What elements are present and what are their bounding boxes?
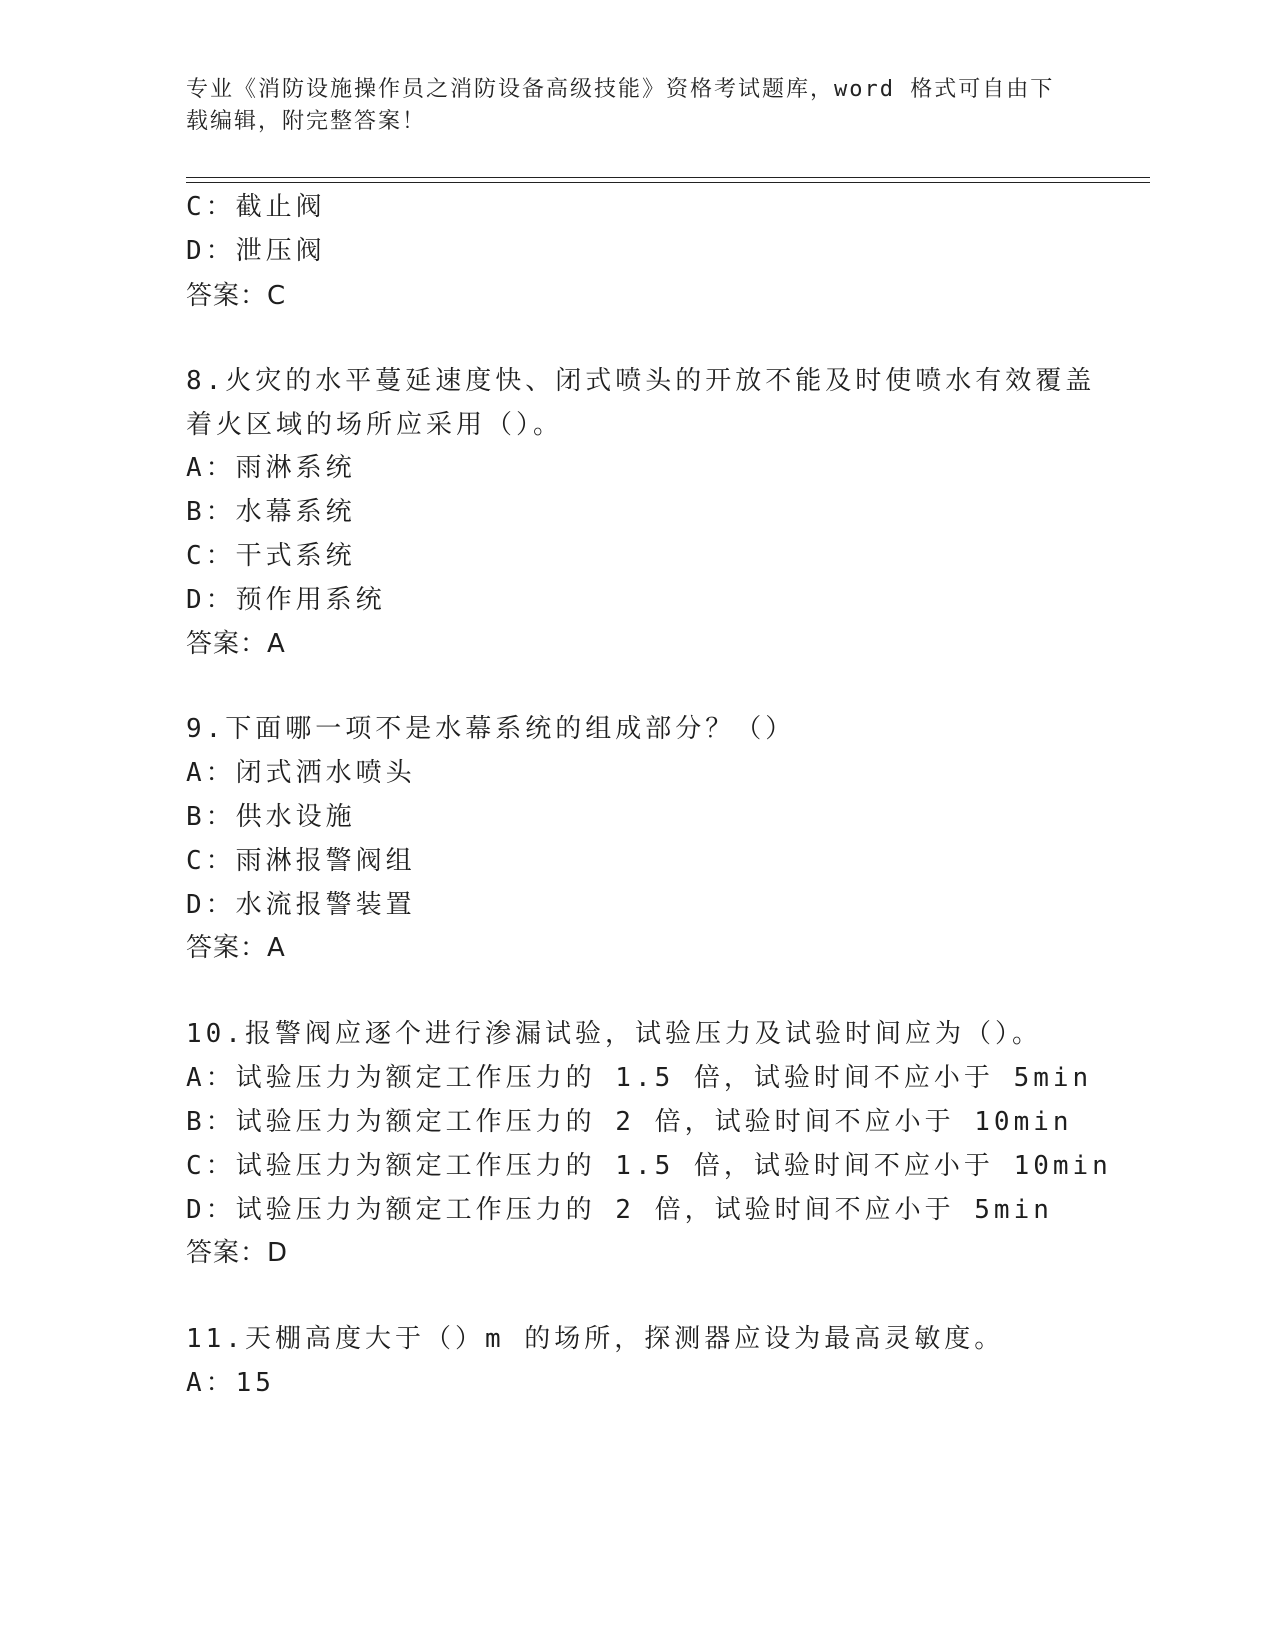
question-8-option-a: A：雨淋系统 xyxy=(186,453,356,483)
question-10-stem: 10.报警阀应逐个进行渗漏试验，试验压力及试验时间应为（）。 xyxy=(186,1019,1042,1049)
header-line-2: 载编辑，附完整答案！ xyxy=(186,109,427,134)
header-divider-bottom xyxy=(186,182,1150,183)
question-8-option-d: D：预作用系统 xyxy=(186,585,386,615)
question-11-option-a: A：15 xyxy=(186,1368,275,1398)
question-9-option-c: C：雨淋报警阀组 xyxy=(186,846,416,876)
option-c-prev: C：截止阀 xyxy=(186,192,326,222)
question-9-stem: 9.下面哪一项不是水幕系统的组成部分？（） xyxy=(186,714,796,744)
answer-prev: 答案：C xyxy=(186,281,287,311)
question-9-option-b: B：供水设施 xyxy=(186,802,356,832)
question-10-option-d: D：试验压力为额定工作压力的 2 倍，试验时间不应小于 5min xyxy=(186,1195,1053,1225)
question-8-stem-line-2: 着火区域的场所应采用（）。 xyxy=(186,410,564,440)
question-8-option-c: C：干式系统 xyxy=(186,541,356,571)
question-9-answer: 答案：A xyxy=(186,933,286,963)
question-8-option-b: B：水幕系统 xyxy=(186,497,356,527)
question-11-stem: 11.天棚高度大于（）m 的场所，探测器应设为最高灵敏度。 xyxy=(186,1324,1005,1354)
header-line-1: 专业《消防设施操作员之消防设备高级技能》资格考试题库，word 格式可自由下 xyxy=(186,77,1055,102)
question-8-answer: 答案：A xyxy=(186,629,286,659)
question-8-stem-line-1: 8.火灾的水平蔓延速度快、闭式喷头的开放不能及时使喷水有效覆盖 xyxy=(186,366,1096,396)
question-9-option-a: A：闭式洒水喷头 xyxy=(186,758,416,788)
header-divider-top xyxy=(186,177,1150,178)
question-10-option-b: B：试验压力为额定工作压力的 2 倍，试验时间不应小于 10min xyxy=(186,1107,1073,1137)
question-9-option-d: D：水流报警装置 xyxy=(186,890,416,920)
question-10-option-c: C：试验压力为额定工作压力的 1.5 倍，试验时间不应小于 10min xyxy=(186,1151,1112,1181)
question-10-option-a: A：试验压力为额定工作压力的 1.5 倍，试验时间不应小于 5min xyxy=(186,1063,1093,1093)
option-d-prev: D：泄压阀 xyxy=(186,236,326,266)
question-10-answer: 答案：D xyxy=(186,1238,289,1268)
document-header xyxy=(186,74,1066,138)
